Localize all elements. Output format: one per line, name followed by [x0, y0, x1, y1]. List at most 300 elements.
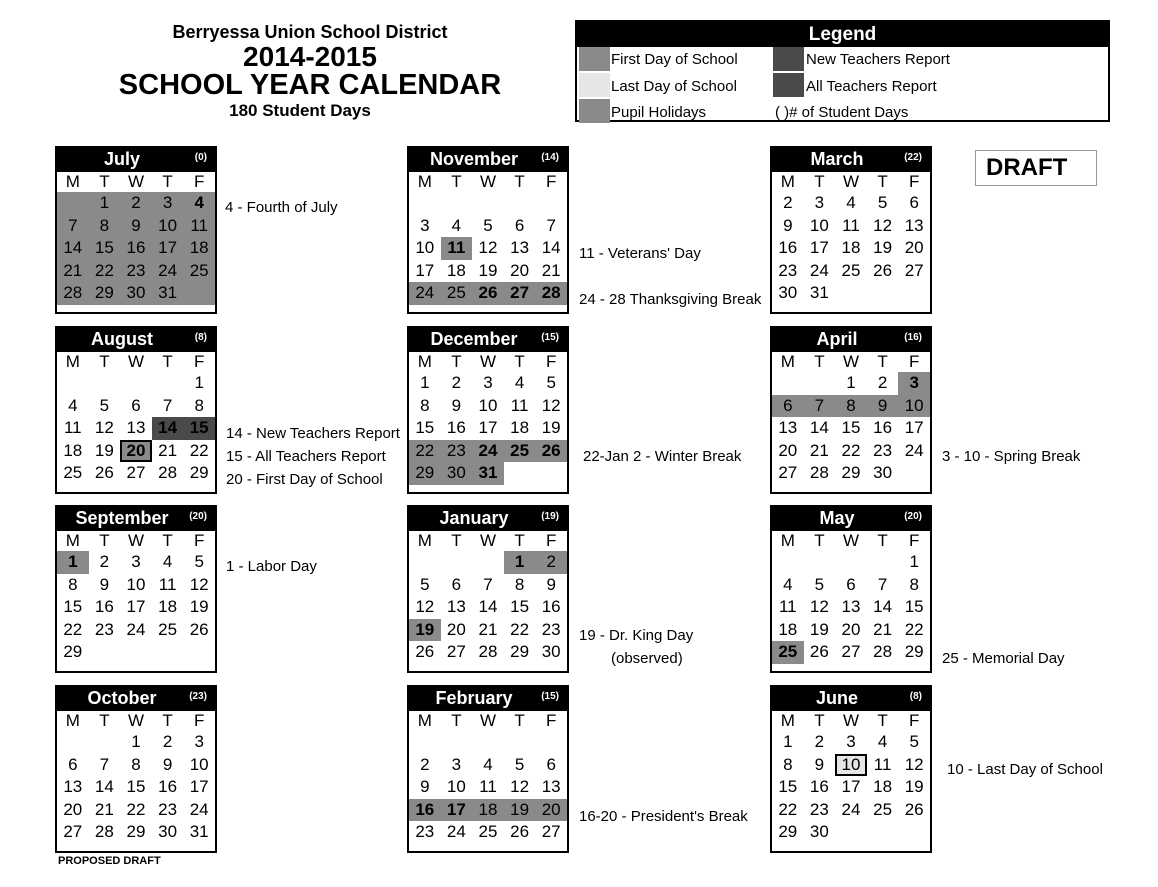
day-cell: 21: [541, 260, 561, 280]
month-header: [409, 687, 567, 711]
day-cell: 1: [131, 732, 141, 751]
district-name: Berryessa Union School District: [172, 22, 448, 42]
day-cell: 8: [68, 574, 78, 594]
day-cell: 9: [99, 574, 110, 594]
day-cell: 31: [472, 462, 504, 485]
day-cell: 29: [63, 642, 83, 662]
day-cell: 5: [194, 552, 204, 571]
weekday-label: W: [842, 352, 859, 371]
day-cell: 7: [57, 215, 89, 238]
day-cell: 27: [504, 282, 536, 305]
month-student-days: (22): [904, 152, 922, 163]
day-cell: 12: [94, 418, 114, 438]
day-cell: 20: [904, 238, 924, 258]
month-student-days: (20): [189, 511, 207, 522]
weekday-label: F: [545, 531, 557, 550]
day-cell: 13: [510, 238, 530, 258]
day-cell: 9: [546, 574, 556, 594]
note-august-2: 15 - All Teachers Report: [226, 448, 386, 465]
day-cell: 16: [541, 597, 561, 617]
weekday-label: W: [842, 711, 859, 730]
weekday-label: T: [162, 531, 173, 550]
day-cell: 30: [809, 822, 829, 842]
day-cell: 11: [778, 597, 797, 617]
day-cell: 8: [909, 574, 919, 594]
month-header: [57, 328, 215, 352]
day-cell: 12: [904, 754, 924, 774]
day-cell: 22: [904, 619, 924, 639]
month-name: February: [435, 688, 513, 708]
day-cell: 22: [189, 440, 209, 460]
day-cell: 20: [446, 619, 466, 639]
day-cell: 11: [183, 215, 215, 238]
day-cell: 16: [158, 777, 178, 797]
month-header: [772, 507, 930, 531]
day-cell: 18: [446, 260, 466, 280]
weekday-label: T: [451, 352, 462, 371]
day-cell: 13: [541, 777, 561, 797]
day-cell: 5: [909, 732, 919, 751]
day-cell: 6: [131, 395, 141, 415]
weekday-label: M: [417, 531, 432, 550]
day-cell: 2: [783, 193, 793, 212]
day-cell: 4: [451, 215, 462, 235]
day-cell: 27: [778, 463, 798, 483]
day-cell: 9: [120, 215, 152, 238]
note-august-1: 14 - New Teachers Report: [226, 425, 400, 442]
month-student-days: (19): [541, 511, 559, 522]
day-cell: 4: [483, 754, 493, 774]
day-cell: 22: [89, 260, 121, 283]
weekday-label: T: [814, 172, 825, 191]
month-student-days: (8): [909, 691, 922, 702]
day-cell: 30: [441, 462, 473, 485]
weekday-label: T: [99, 172, 110, 191]
note-january-1: 19 - Dr. King Day: [579, 627, 694, 644]
day-cell: 14: [873, 597, 893, 617]
month-name: May: [819, 508, 855, 528]
day-cell: 13: [446, 597, 466, 617]
day-cell: 23: [873, 440, 893, 460]
day-cell: 13: [778, 418, 798, 438]
month-august: [55, 326, 217, 494]
day-cell: 26: [535, 440, 567, 463]
day-cell: 1: [909, 552, 919, 571]
month-january: [407, 505, 569, 673]
weekday-label: T: [162, 352, 173, 371]
day-cell: 17: [809, 238, 829, 258]
day-cell: 24: [904, 440, 924, 460]
month-header: [57, 687, 215, 711]
weekday-label: W: [842, 172, 859, 191]
footer-proposed-draft: PROPOSED DRAFT: [58, 855, 161, 867]
day-cell: 12: [189, 574, 209, 594]
day-cell: 21: [809, 440, 829, 460]
day-cell: 29: [778, 822, 798, 842]
day-cell: 14: [57, 237, 89, 260]
day-cell: 23: [778, 260, 798, 280]
day-cell: 25: [478, 822, 498, 842]
day-cell: 6: [514, 215, 525, 235]
day-cell: 24: [446, 822, 466, 842]
day-cell: 10: [478, 395, 498, 415]
day-cell: 11: [842, 215, 860, 235]
weekday-label: F: [908, 711, 920, 730]
day-cell: 13: [126, 418, 146, 438]
day-cell: 31: [809, 283, 829, 303]
day-cell: 25: [183, 260, 215, 283]
weekday-label: M: [417, 352, 432, 371]
day-cell: 11: [479, 777, 497, 797]
legend-swatch-first-day: [579, 47, 610, 71]
day-cell: 22: [841, 440, 861, 460]
weekday-header: [57, 172, 215, 192]
day-cell: 1: [194, 373, 204, 392]
day-cell: 25: [772, 641, 804, 664]
day-cell: 26: [415, 642, 435, 662]
weekday-label: T: [877, 352, 888, 371]
day-cell: 20: [120, 440, 152, 463]
legend: [575, 20, 1110, 122]
day-cell: 20: [535, 799, 567, 822]
day-cell: 12: [510, 777, 530, 797]
weekday-label: F: [908, 531, 920, 550]
legend-label-pupil-holidays: Pupil Holidays: [611, 104, 707, 121]
day-cell: 26: [809, 642, 829, 662]
day-cell: 3: [846, 732, 856, 751]
day-cell: 21: [57, 260, 89, 283]
day-cell: 30: [541, 642, 561, 662]
day-cell: 8: [194, 395, 204, 415]
weekday-label: M: [65, 352, 80, 371]
note-august-3: 20 - First Day of School: [226, 471, 383, 488]
day-cell: 24: [409, 282, 441, 305]
day-cell: 5: [514, 754, 525, 774]
day-cell: 12: [415, 597, 435, 617]
note-september: 1 - Labor Day: [226, 558, 317, 575]
day-cell: 9: [420, 777, 430, 797]
day-cell: 29: [189, 463, 209, 483]
day-cell: 13: [841, 597, 861, 617]
weekday-header: [57, 352, 215, 372]
legend-label-new-teachers: New Teachers Report: [806, 51, 950, 68]
day-cell: 1: [420, 373, 430, 392]
day-cell: 19: [478, 260, 498, 280]
weekday-label: T: [514, 352, 525, 371]
legend-swatch-all-teachers: [773, 73, 804, 97]
day-cell: 7: [877, 574, 888, 594]
day-cell: 7: [99, 754, 110, 774]
day-cell: 18: [778, 619, 798, 639]
month-name: August: [91, 329, 153, 349]
day-cell: 30: [778, 283, 798, 303]
weekday-label: M: [780, 352, 795, 371]
month-december: [407, 326, 569, 494]
weekday-header: [409, 352, 567, 372]
day-cell: 24: [809, 260, 829, 280]
month-header: [772, 687, 930, 711]
day-cell: 23: [541, 619, 561, 639]
day-cell: 24: [152, 260, 184, 283]
day-cell: 11: [441, 237, 473, 260]
day-cell: 7: [162, 395, 173, 415]
month-header: [409, 148, 567, 172]
day-cell: 1: [89, 192, 121, 215]
weekday-label: W: [479, 711, 496, 730]
day-cell: 20: [841, 619, 861, 639]
month-student-days: (8): [194, 332, 207, 343]
day-cell: 29: [510, 642, 530, 662]
day-cell: 7: [546, 215, 556, 235]
day-cell: 17: [126, 597, 146, 617]
day-cell: 18: [841, 238, 861, 258]
day-cell: 6: [772, 395, 804, 418]
weekday-label: W: [127, 172, 144, 191]
day-cell: 3: [814, 193, 825, 212]
day-cell: 10: [835, 754, 867, 777]
note-june: 10 - Last Day of School: [947, 761, 1103, 778]
month-student-days: (16): [904, 332, 922, 343]
day-cell: 20: [778, 440, 798, 460]
day-cell: 15: [89, 237, 121, 260]
day-cell: 2: [120, 192, 152, 215]
day-cell: 18: [873, 777, 893, 797]
month-april: [770, 326, 932, 494]
day-cell: 16: [778, 238, 798, 258]
day-cell: 14: [541, 238, 561, 258]
day-cell: 26: [189, 619, 209, 639]
day-cell: 2: [814, 732, 825, 751]
day-cell: 18: [183, 237, 215, 260]
weekday-label: M: [780, 531, 795, 550]
month-student-days: (23): [189, 691, 207, 702]
day-cell: 5: [546, 373, 556, 392]
day-cell: 28: [809, 463, 829, 483]
weekday-header: [57, 711, 215, 731]
day-cell: 10: [898, 395, 930, 418]
month-header: [772, 148, 930, 172]
weekday-label: M: [780, 711, 795, 730]
day-cell: 16: [446, 418, 466, 438]
note-february: 16-20 - President's Break: [579, 808, 748, 825]
weekday-label: T: [877, 711, 888, 730]
weekday-label: T: [162, 711, 173, 730]
student-days-total: 180 Student Days: [229, 101, 371, 120]
day-cell: 17: [478, 418, 498, 438]
day-cell: 28: [94, 822, 114, 842]
weekday-label: F: [908, 352, 920, 371]
day-cell: 3: [194, 732, 204, 751]
day-cell: 10: [189, 754, 209, 774]
month-name: June: [815, 688, 858, 708]
weekday-label: F: [193, 172, 205, 191]
day-cell: 30: [873, 463, 893, 483]
day-cell: 4: [162, 552, 173, 571]
day-cell: 8: [514, 574, 525, 594]
day-cell: 25: [504, 440, 536, 463]
day-cell: 27: [904, 260, 924, 280]
day-cell: 23: [809, 799, 829, 819]
day-cell: 28: [57, 282, 89, 305]
day-cell: 14: [809, 418, 829, 438]
day-cell: 25: [841, 260, 861, 280]
day-cell: 9: [814, 754, 825, 774]
legend-title: Legend: [577, 22, 1108, 47]
day-cell: 29: [126, 822, 146, 842]
day-cell: 14: [152, 417, 184, 440]
day-cell: 25: [441, 282, 473, 305]
day-cell: 5: [814, 574, 825, 594]
month-student-days: (15): [541, 691, 559, 702]
day-cell: 23: [441, 440, 473, 463]
day-cell: 15: [904, 597, 924, 617]
day-cell: 13: [63, 777, 83, 797]
day-cell: 19: [504, 799, 536, 822]
month-name: September: [75, 508, 169, 528]
month-february: [407, 685, 569, 853]
day-cell: 4: [514, 373, 525, 392]
weekday-header: [57, 531, 215, 551]
weekday-label: W: [479, 172, 496, 191]
month-name: November: [429, 149, 519, 169]
day-cell: 7: [804, 395, 836, 418]
day-cell: 15: [183, 417, 215, 440]
day-cell: 6: [68, 754, 78, 774]
day-cell: 16: [809, 777, 829, 797]
day-cell: 3: [483, 373, 493, 392]
day-cell: 19: [409, 619, 441, 642]
month-student-days: (15): [541, 332, 559, 343]
day-cell: 18: [472, 799, 504, 822]
note-december: 22-Jan 2 - Winter Break: [583, 448, 742, 465]
day-cell: 26: [904, 799, 924, 819]
day-cell: 19: [541, 418, 561, 438]
day-cell: 27: [446, 642, 466, 662]
day-cell: 25: [63, 463, 83, 483]
day-cell: 11: [510, 395, 529, 415]
day-cell: 16: [94, 597, 114, 617]
day-cell: 15: [415, 418, 435, 438]
weekday-label: W: [479, 352, 496, 371]
day-cell: 27: [841, 642, 861, 662]
month-september: [55, 505, 217, 673]
month-header: [409, 328, 567, 352]
day-cell: 22: [778, 799, 798, 819]
day-cell: 4: [783, 574, 793, 594]
day-cell: 28: [873, 642, 893, 662]
legend-label-first-day: First Day of School: [611, 51, 738, 68]
month-header: [772, 328, 930, 352]
day-cell: 2: [99, 552, 110, 571]
day-cell: 17: [841, 777, 861, 797]
day-cell: 15: [778, 777, 798, 797]
month-july: [55, 146, 217, 314]
day-cell: 5: [99, 395, 110, 415]
weekday-label: T: [514, 172, 525, 191]
weekday-header: [772, 711, 930, 731]
day-cell: 15: [510, 597, 530, 617]
weekday-label: M: [65, 711, 80, 730]
day-cell: 10: [809, 215, 829, 235]
weekday-label: T: [877, 531, 888, 550]
month-name: October: [87, 688, 157, 708]
day-cell: 16: [873, 418, 893, 438]
weekday-label: T: [877, 172, 888, 191]
legend-label-student-days: ( )# of Student Days: [775, 104, 909, 121]
note-november-1: 11 - Veterans' Day: [579, 245, 701, 262]
day-cell: 1: [783, 732, 793, 751]
day-cell: 21: [94, 799, 114, 819]
day-cell: 23: [158, 799, 178, 819]
day-cell: 16: [120, 237, 152, 260]
day-cell: 9: [867, 395, 899, 418]
weekday-label: T: [514, 531, 525, 550]
day-cell: 6: [451, 574, 462, 594]
weekday-label: W: [479, 531, 496, 550]
weekday-label: M: [65, 531, 80, 550]
day-cell: 22: [510, 619, 530, 639]
weekday-label: F: [193, 531, 205, 550]
day-cell: 10: [446, 777, 466, 797]
school-years: 2014-2015: [243, 41, 377, 72]
day-cell: 24: [126, 619, 146, 639]
month-name: April: [816, 329, 858, 349]
day-cell: 25: [158, 619, 178, 639]
day-cell: 21: [478, 619, 498, 639]
day-cell: 18: [63, 440, 83, 460]
day-cell: 2: [535, 551, 567, 574]
day-cell: 13: [904, 215, 924, 235]
day-cell: 26: [472, 282, 504, 305]
day-cell: 14: [94, 777, 114, 797]
day-cell: 6: [846, 574, 856, 594]
day-cell: 20: [63, 799, 83, 819]
day-cell: 24: [841, 799, 861, 819]
day-cell: 23: [94, 619, 114, 639]
day-cell: 1: [846, 373, 856, 392]
note-november-2: 24 - 28 Thanksgiving Break: [579, 291, 762, 308]
weekday-header: [409, 172, 567, 192]
weekday-header: [409, 711, 567, 731]
day-cell: 24: [472, 440, 504, 463]
day-cell: 12: [541, 395, 561, 415]
day-cell: 6: [909, 193, 919, 212]
day-cell: 10: [152, 215, 184, 238]
day-cell: 18: [510, 418, 530, 438]
weekday-label: W: [127, 531, 144, 550]
legend-label-all-teachers: All Teachers Report: [806, 78, 937, 95]
day-cell: 12: [873, 215, 893, 235]
month-june: [770, 685, 932, 853]
legend-label-last-day: Last Day of School: [611, 78, 737, 95]
day-cell: 27: [541, 822, 561, 842]
day-cell: 9: [162, 754, 173, 774]
day-cell: 22: [409, 440, 441, 463]
day-cell: 26: [94, 463, 114, 483]
weekday-label: T: [451, 711, 462, 730]
day-cell: 17: [189, 777, 209, 797]
weekday-label: F: [545, 352, 557, 371]
day-cell: 22: [126, 799, 146, 819]
day-cell: 19: [189, 597, 209, 617]
month-may: [770, 505, 932, 673]
day-cell: 28: [158, 463, 178, 483]
day-cell: 29: [904, 642, 924, 662]
weekday-label: W: [127, 352, 144, 371]
weekday-label: M: [780, 172, 795, 191]
month-november: [407, 146, 569, 314]
weekday-label: T: [99, 531, 110, 550]
